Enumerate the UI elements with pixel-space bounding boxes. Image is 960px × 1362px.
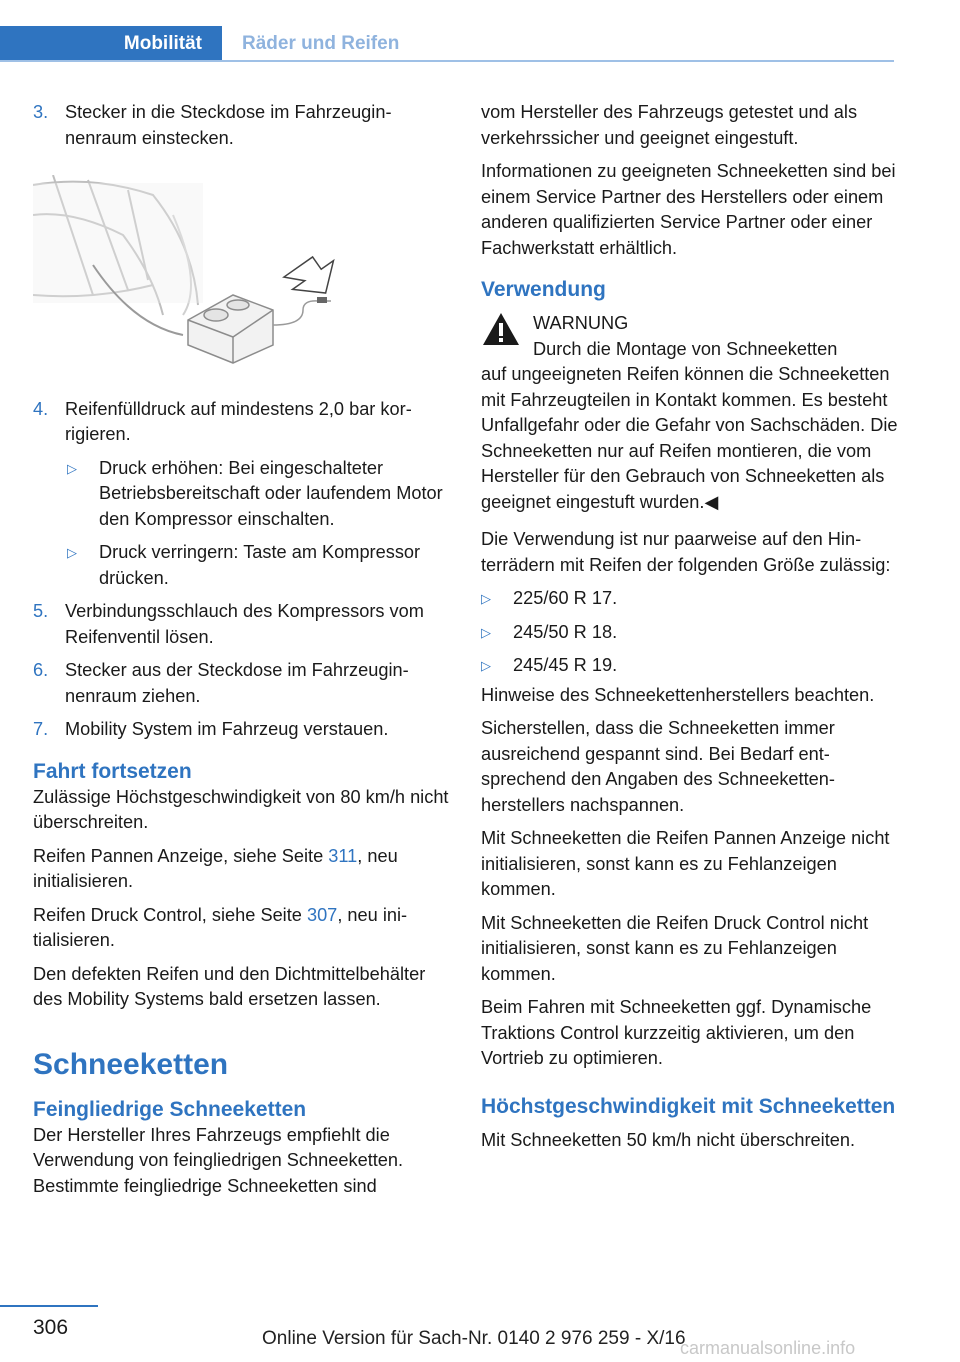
paragraph: Informationen zu geeigneten Schneeketten sind bei einem Service Partner des Herstellers oder einem anderen qualifizierten Service Partner oder einer Fachwerkstatt erhältlich. xyxy=(481,161,896,258)
step-number: 5. xyxy=(33,601,49,621)
watermark: carmanualsonline.info xyxy=(680,1338,856,1358)
paragraph: Der Hersteller Ihres Fahrzeugs empfiehlt die Verwendung von feingliedrigen Schneeketten. Bestimmte feingliedrige Schneeketten sind xyxy=(33,1124,404,1196)
insert-arrow-icon xyxy=(284,248,338,307)
step-7 xyxy=(33,717,451,743)
heading-hoechstgeschwindigkeit: Höchstgeschwindigkeit mit Schneeketten xyxy=(481,1094,896,1118)
paragraph: Sicherstellen, dass die Schneeketten immer ausreichend gespannt sind. Bei Bedarf entsprechend den Angaben des Schneekettenherstellers nachspannen. xyxy=(481,718,835,815)
header-divider xyxy=(0,60,894,62)
warning-block xyxy=(481,311,899,515)
page-link-307[interactable]: 307 xyxy=(306,904,338,925)
left-column xyxy=(33,100,451,1207)
footer-divider xyxy=(0,1305,98,1307)
step-number: 3. xyxy=(33,102,49,122)
step-number: 4. xyxy=(33,398,49,419)
step-number: 6. xyxy=(33,660,49,680)
paragraph: Mit Schneeketten 50 km/h nicht überschreiten. xyxy=(481,1129,856,1150)
warning-title: WARNUNG xyxy=(533,313,629,333)
paragraph xyxy=(33,844,451,895)
heading-verwendung: Verwendung xyxy=(481,278,606,301)
warning-text-first-line: Durch die Montage von Schneeketten xyxy=(533,338,838,359)
section-title-schneeketten: Schneeketten xyxy=(33,1047,229,1081)
triangle-bullet-icon: ▷ xyxy=(481,591,491,606)
paragraph xyxy=(33,903,451,954)
list-item-text: Druck erhöhen: Bei eingeschalteter Betriebsbereitschaft oder laufendem Motor den Kompressor einschalten. xyxy=(99,457,443,529)
paragraph-text: Reifen Pannen Anzeige, siehe Seite xyxy=(33,845,329,866)
tab-mobilitaet[interactable]: Mobilität xyxy=(0,26,222,62)
page-link-311[interactable]: 311 xyxy=(328,845,358,866)
paragraph: Hinweise des Schneekettenherstellers beachten. xyxy=(481,684,875,705)
right-column xyxy=(481,100,899,1161)
triangle-bullet-icon: ▷ xyxy=(481,624,491,640)
paragraph: Mit Schneeketten die Reifen Pannen Anzeige nicht initialisieren, sonst kann es zu Fehlanzeigen kommen. xyxy=(481,828,890,899)
list-item xyxy=(33,456,451,533)
list-item xyxy=(33,540,451,591)
tab-raeder-und-reifen[interactable]: Räder und Reifen xyxy=(242,33,400,54)
step-text: Stecker in die Steckdose im Fahrzeuginnenraum einstecken. xyxy=(65,102,392,148)
list-item-text: 225/60 R 17. xyxy=(513,588,618,608)
list-item-text: Druck verringern: Taste am Kompressor drücken. xyxy=(99,542,421,588)
list-item xyxy=(481,620,899,646)
triangle-bullet-icon: ▷ xyxy=(67,460,77,476)
step-text: Stecker aus der Steckdose im Fahrzeuginnenraum ziehen. xyxy=(65,660,409,706)
step-text: Verbindungsschlauch des Kompressors vom Reifenventil lösen. xyxy=(65,601,424,647)
heading-feingliedrige-schneeketten: Feingliedrige Schneeketten xyxy=(33,1097,307,1121)
online-version-note: Online Version für Sach-Nr. 0140 2 976 259 - X/16 xyxy=(262,1328,686,1349)
paragraph-text: , neu initialisieren. xyxy=(33,845,398,891)
paragraph-text: , neu initialisieren. xyxy=(33,904,408,950)
header-bar xyxy=(0,26,894,62)
list-item xyxy=(481,653,899,679)
step-4 xyxy=(33,397,451,448)
triangle-bullet-icon: ▷ xyxy=(481,658,491,673)
paragraph: Den defekten Reifen und den Dichtmittelbehälter des Mobility Systems bald ersetzen lassen. xyxy=(33,963,426,1009)
paragraph: Die Verwendung ist nur paarweise auf den Hinterrädern mit Reifen der folgenden Größe zulässig: xyxy=(481,529,891,575)
step-number: 7. xyxy=(33,719,49,739)
step-6 xyxy=(33,658,451,709)
step-text: Mobility System im Fahrzeug verstauen. xyxy=(65,719,389,739)
list-item-text: 245/50 R 18. xyxy=(513,621,618,642)
step-5 xyxy=(33,599,451,650)
warning-triangle-icon xyxy=(481,311,521,347)
heading-fahrt-fortsetzen: Fahrt fortsetzen xyxy=(33,759,192,783)
page-number: 306 xyxy=(33,1316,69,1339)
list-item-text: 245/45 R 19. xyxy=(513,655,618,675)
triangle-bullet-icon: ▷ xyxy=(67,545,77,560)
paragraph: Beim Fahren mit Schneeketten ggf. Dynamische Traktions Control kurzzeitig aktivieren, um den Vortrieb zu optimieren. xyxy=(481,997,872,1068)
warning-text: auf ungeeigneten Reifen können die Schneeketten mit Fahrzeugteilen in Kontakt kommen. Es besteht Unfallgefahr oder die Gefahr von Sachschäden. Die Schneeketten nur auf Reifen montieren, die vom Hersteller für den Gebrauch von Schneeketten als geeignet eingestuft wurden.◀ xyxy=(481,364,898,512)
compressor-box xyxy=(188,295,273,363)
step-text: Reifenfülldruck auf mindestens 2,0 bar korrigieren. xyxy=(65,398,412,444)
list-item xyxy=(481,586,899,612)
compressor-illustration xyxy=(33,175,338,365)
paragraph: Mit Schneeketten die Reifen Druck Control nicht initialisieren, sonst kann es zu Fehlanzeigen kommen. xyxy=(481,912,869,984)
step-3 xyxy=(33,100,451,151)
paragraph-text: Reifen Druck Control, siehe Seite xyxy=(33,904,307,925)
paragraph: Zulässige Höchstgeschwindigkeit von 80 km/h nicht überschreiten. xyxy=(33,786,449,832)
paragraph: vom Hersteller des Fahrzeugs getestet und als verkehrssicher und geeignet eingestuft. xyxy=(481,102,858,148)
